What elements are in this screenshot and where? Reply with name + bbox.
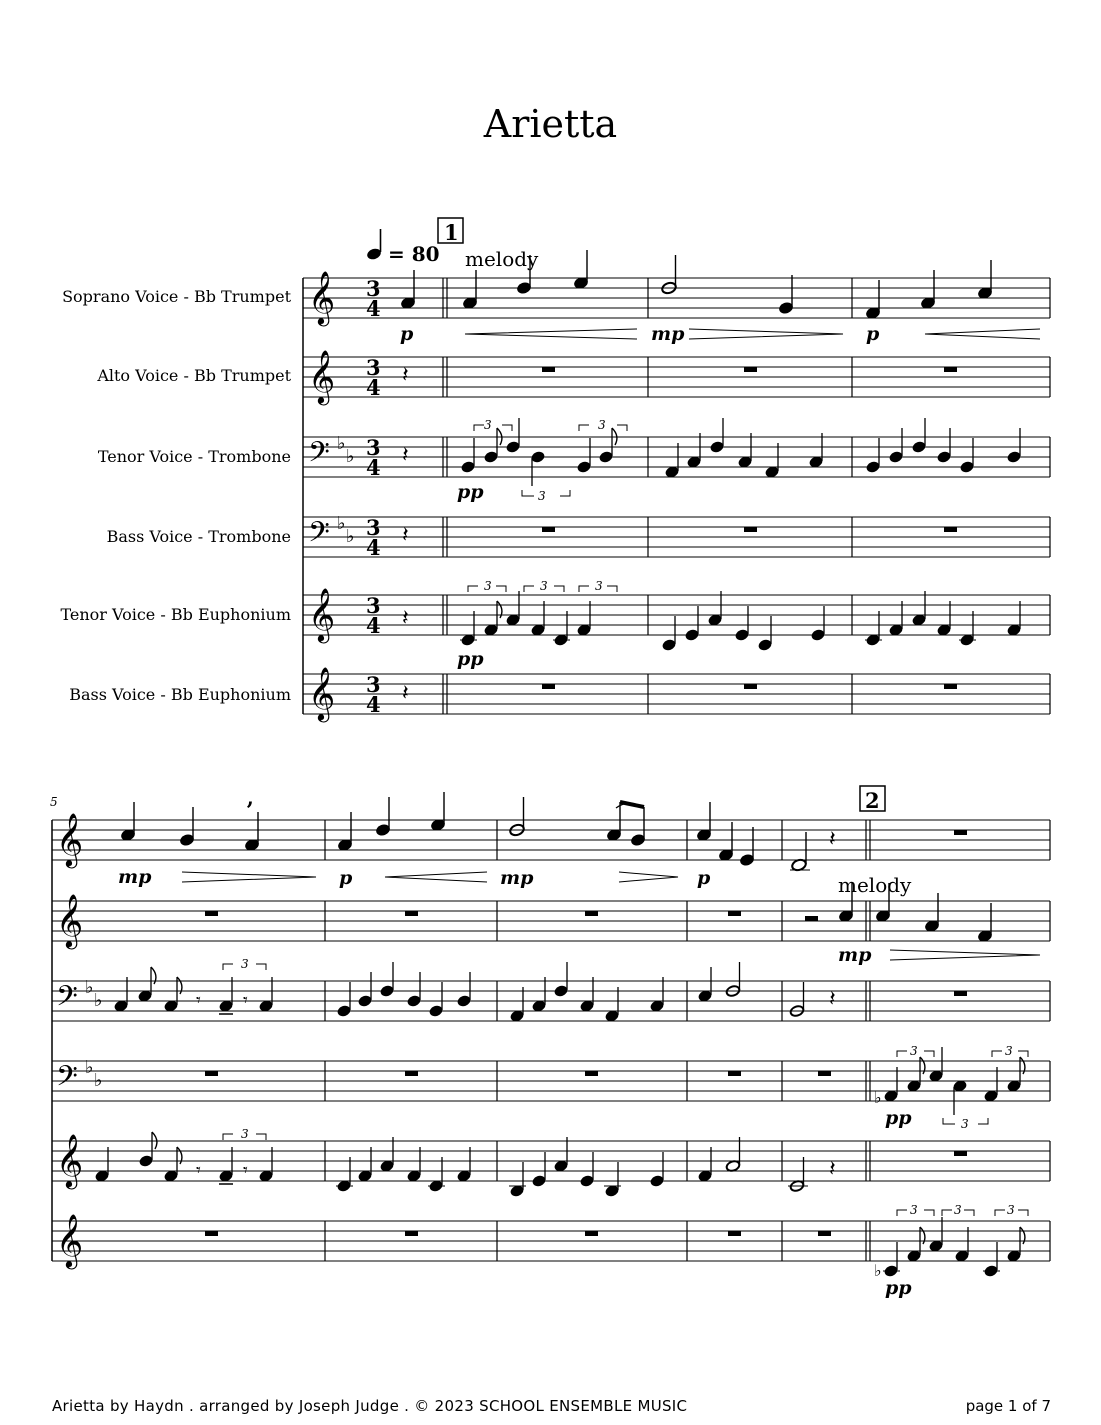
svg-text:♭: ♭ xyxy=(874,1261,882,1280)
flat-icon: ♭ xyxy=(337,513,346,534)
svg-text:3: 3 xyxy=(366,515,381,540)
tenor-euphonium-notes xyxy=(460,591,1021,651)
dynamic-pp: pp xyxy=(457,648,484,670)
score-title: Arietta xyxy=(483,102,618,146)
barlines xyxy=(325,820,1050,1261)
treble-clef-icon: 𝄞 xyxy=(308,270,336,324)
tenor-trombone-notes xyxy=(114,962,805,1022)
tuplet-number: 3 xyxy=(540,579,548,593)
decrescendo-hairpin xyxy=(689,329,843,339)
treble-clef-icon: 𝄞 xyxy=(56,812,84,866)
svg-text:4: 4 xyxy=(366,375,381,400)
tuplet-number: 3 xyxy=(241,1127,249,1141)
decrescendo-hairpin xyxy=(619,872,678,882)
eighth-rest-icon: 𝄾 xyxy=(243,990,248,1011)
svg-text:4: 4 xyxy=(366,296,381,321)
alto-rests xyxy=(205,911,818,921)
breath-mark-icon: ’ xyxy=(246,798,254,824)
tuplet-number: 3 xyxy=(1007,1203,1015,1217)
treble-clef-icon: 𝄞 xyxy=(56,1213,84,1267)
svg-text:3: 3 xyxy=(366,355,381,380)
instrument-name: Tenor Voice - Bb Euphonium xyxy=(60,605,291,624)
flat-icon: ♭ xyxy=(337,433,346,454)
dynamic-p: p xyxy=(400,323,414,345)
treble-clef-icon: 𝄞 xyxy=(308,587,336,641)
tempo-marking: = 80 xyxy=(388,242,440,266)
footer-credits: Arietta by Haydn . arranged by Joseph Judge . © 2023 SCHOOL ENSEMBLE MUSIC xyxy=(52,1397,688,1415)
svg-text:3: 3 xyxy=(366,672,381,697)
dynamic-mp: mp xyxy=(500,867,534,889)
bass-trombone-rests xyxy=(205,1071,831,1076)
crescendo-hairpin xyxy=(465,329,637,339)
dynamic-pp: pp xyxy=(885,1107,912,1129)
flat-icon: ♭ xyxy=(85,1057,94,1078)
instrument-name: Alto Voice - Bb Trumpet xyxy=(97,366,291,385)
instrument-name: Soprano Voice - Bb Trumpet xyxy=(62,287,291,306)
bass-clef-icon: 𝄢 xyxy=(56,980,78,1020)
quarter-rest-icon: 𝄽 xyxy=(829,1157,836,1182)
measure-number: 5 xyxy=(50,795,58,809)
whole-rest-icon xyxy=(954,830,967,835)
tuplet-number: 3 xyxy=(910,1203,918,1217)
svg-text:♭: ♭ xyxy=(874,1088,882,1107)
rehearsal-mark-2: 2 xyxy=(865,788,880,813)
decrescendo-hairpin xyxy=(890,950,1040,960)
dynamic-mp: mp xyxy=(838,944,872,966)
tuplet-number: 3 xyxy=(595,579,603,593)
instrument-name: Tenor Voice - Trombone xyxy=(97,447,291,466)
tenor-euphonium-notes xyxy=(95,1132,808,1197)
svg-text:3: 3 xyxy=(366,435,381,460)
quarter-rest-icon: 𝄽 xyxy=(402,443,409,468)
eighth-rest-icon: 𝄾 xyxy=(196,1160,201,1181)
expression-melody: melody xyxy=(465,247,539,271)
whole-rest-icon xyxy=(954,991,967,996)
eighth-rest-icon: 𝄾 xyxy=(243,1160,248,1181)
treble-clef-icon: 𝄞 xyxy=(56,1133,84,1187)
dynamic-mp: mp xyxy=(651,323,685,345)
flat-icon: ♭ xyxy=(346,446,355,467)
svg-text:4: 4 xyxy=(366,692,381,717)
bass-euphonium-rests xyxy=(205,1231,831,1236)
svg-text:𝄽: 𝄽 xyxy=(402,523,409,548)
svg-text:4: 4 xyxy=(366,535,381,560)
dynamic-pp: pp xyxy=(457,481,484,503)
tuplet-number: 3 xyxy=(954,1203,962,1217)
flat-icon: ♭ xyxy=(346,526,355,547)
time-signatures xyxy=(366,276,381,717)
tuplet-number: 3 xyxy=(484,418,492,432)
flat-icon: ♭ xyxy=(94,990,103,1011)
eighth-rest-icon: 𝄾 xyxy=(196,990,201,1011)
bass-euphonium-notes xyxy=(874,1217,1025,1280)
whole-rest-icon xyxy=(954,1151,967,1156)
svg-text:4: 4 xyxy=(366,455,381,480)
barlines xyxy=(443,278,1050,714)
tuplet-number: 3 xyxy=(538,489,546,503)
dynamic-pp: pp xyxy=(885,1277,912,1299)
crescendo-hairpin xyxy=(925,329,1040,339)
treble-clef-icon: 𝄞 xyxy=(308,349,336,403)
dynamic-p: p xyxy=(866,323,880,345)
crescendo-hairpin xyxy=(385,872,487,882)
quarter-rest-icon: 𝄽 xyxy=(829,987,836,1012)
treble-clef-icon: 𝄞 xyxy=(308,666,336,720)
bass-clef-icon: 𝄢 xyxy=(308,516,330,556)
tuplet-number: 3 xyxy=(484,579,492,593)
instrument-name: Bass Voice - Bb Euphonium xyxy=(69,685,291,704)
svg-text:4: 4 xyxy=(366,613,381,638)
svg-text:3: 3 xyxy=(366,593,381,618)
svg-text:𝄽: 𝄽 xyxy=(402,681,409,706)
treble-clef-icon: 𝄞 xyxy=(56,893,84,947)
tuplet-number: 3 xyxy=(1005,1044,1013,1058)
dynamic-mp: mp xyxy=(118,866,152,888)
expression-melody: melody xyxy=(838,873,912,897)
page-number: page 1 of 7 xyxy=(965,1397,1051,1415)
system-1 xyxy=(60,218,1050,722)
svg-text:3: 3 xyxy=(366,276,381,301)
quarter-rest-icon: 𝄽 xyxy=(402,606,409,631)
flat-icon: ♭ xyxy=(85,977,94,998)
instrument-name: Bass Voice - Trombone xyxy=(106,527,291,546)
bass-clef-icon: 𝄢 xyxy=(308,436,330,476)
rehearsal-mark-1: 1 xyxy=(444,220,459,245)
tenor-trombone-notes xyxy=(461,418,1021,486)
tuplet-number: 3 xyxy=(598,418,606,432)
tuplet-number: 3 xyxy=(241,957,249,971)
system-2 xyxy=(50,786,1050,1299)
quarter-rest-icon: 𝄽 xyxy=(829,827,836,852)
bass-clef-icon: 𝄢 xyxy=(56,1060,78,1100)
tuplet-number: 3 xyxy=(961,1117,969,1131)
flat-icon: ♭ xyxy=(94,1070,103,1091)
quarter-rest-icon: 𝄽 xyxy=(402,363,409,388)
dynamic-p: p xyxy=(697,867,711,889)
tuplet-number: 3 xyxy=(910,1044,918,1058)
decrescendo-hairpin xyxy=(182,872,316,882)
dynamic-p: p xyxy=(339,867,353,889)
